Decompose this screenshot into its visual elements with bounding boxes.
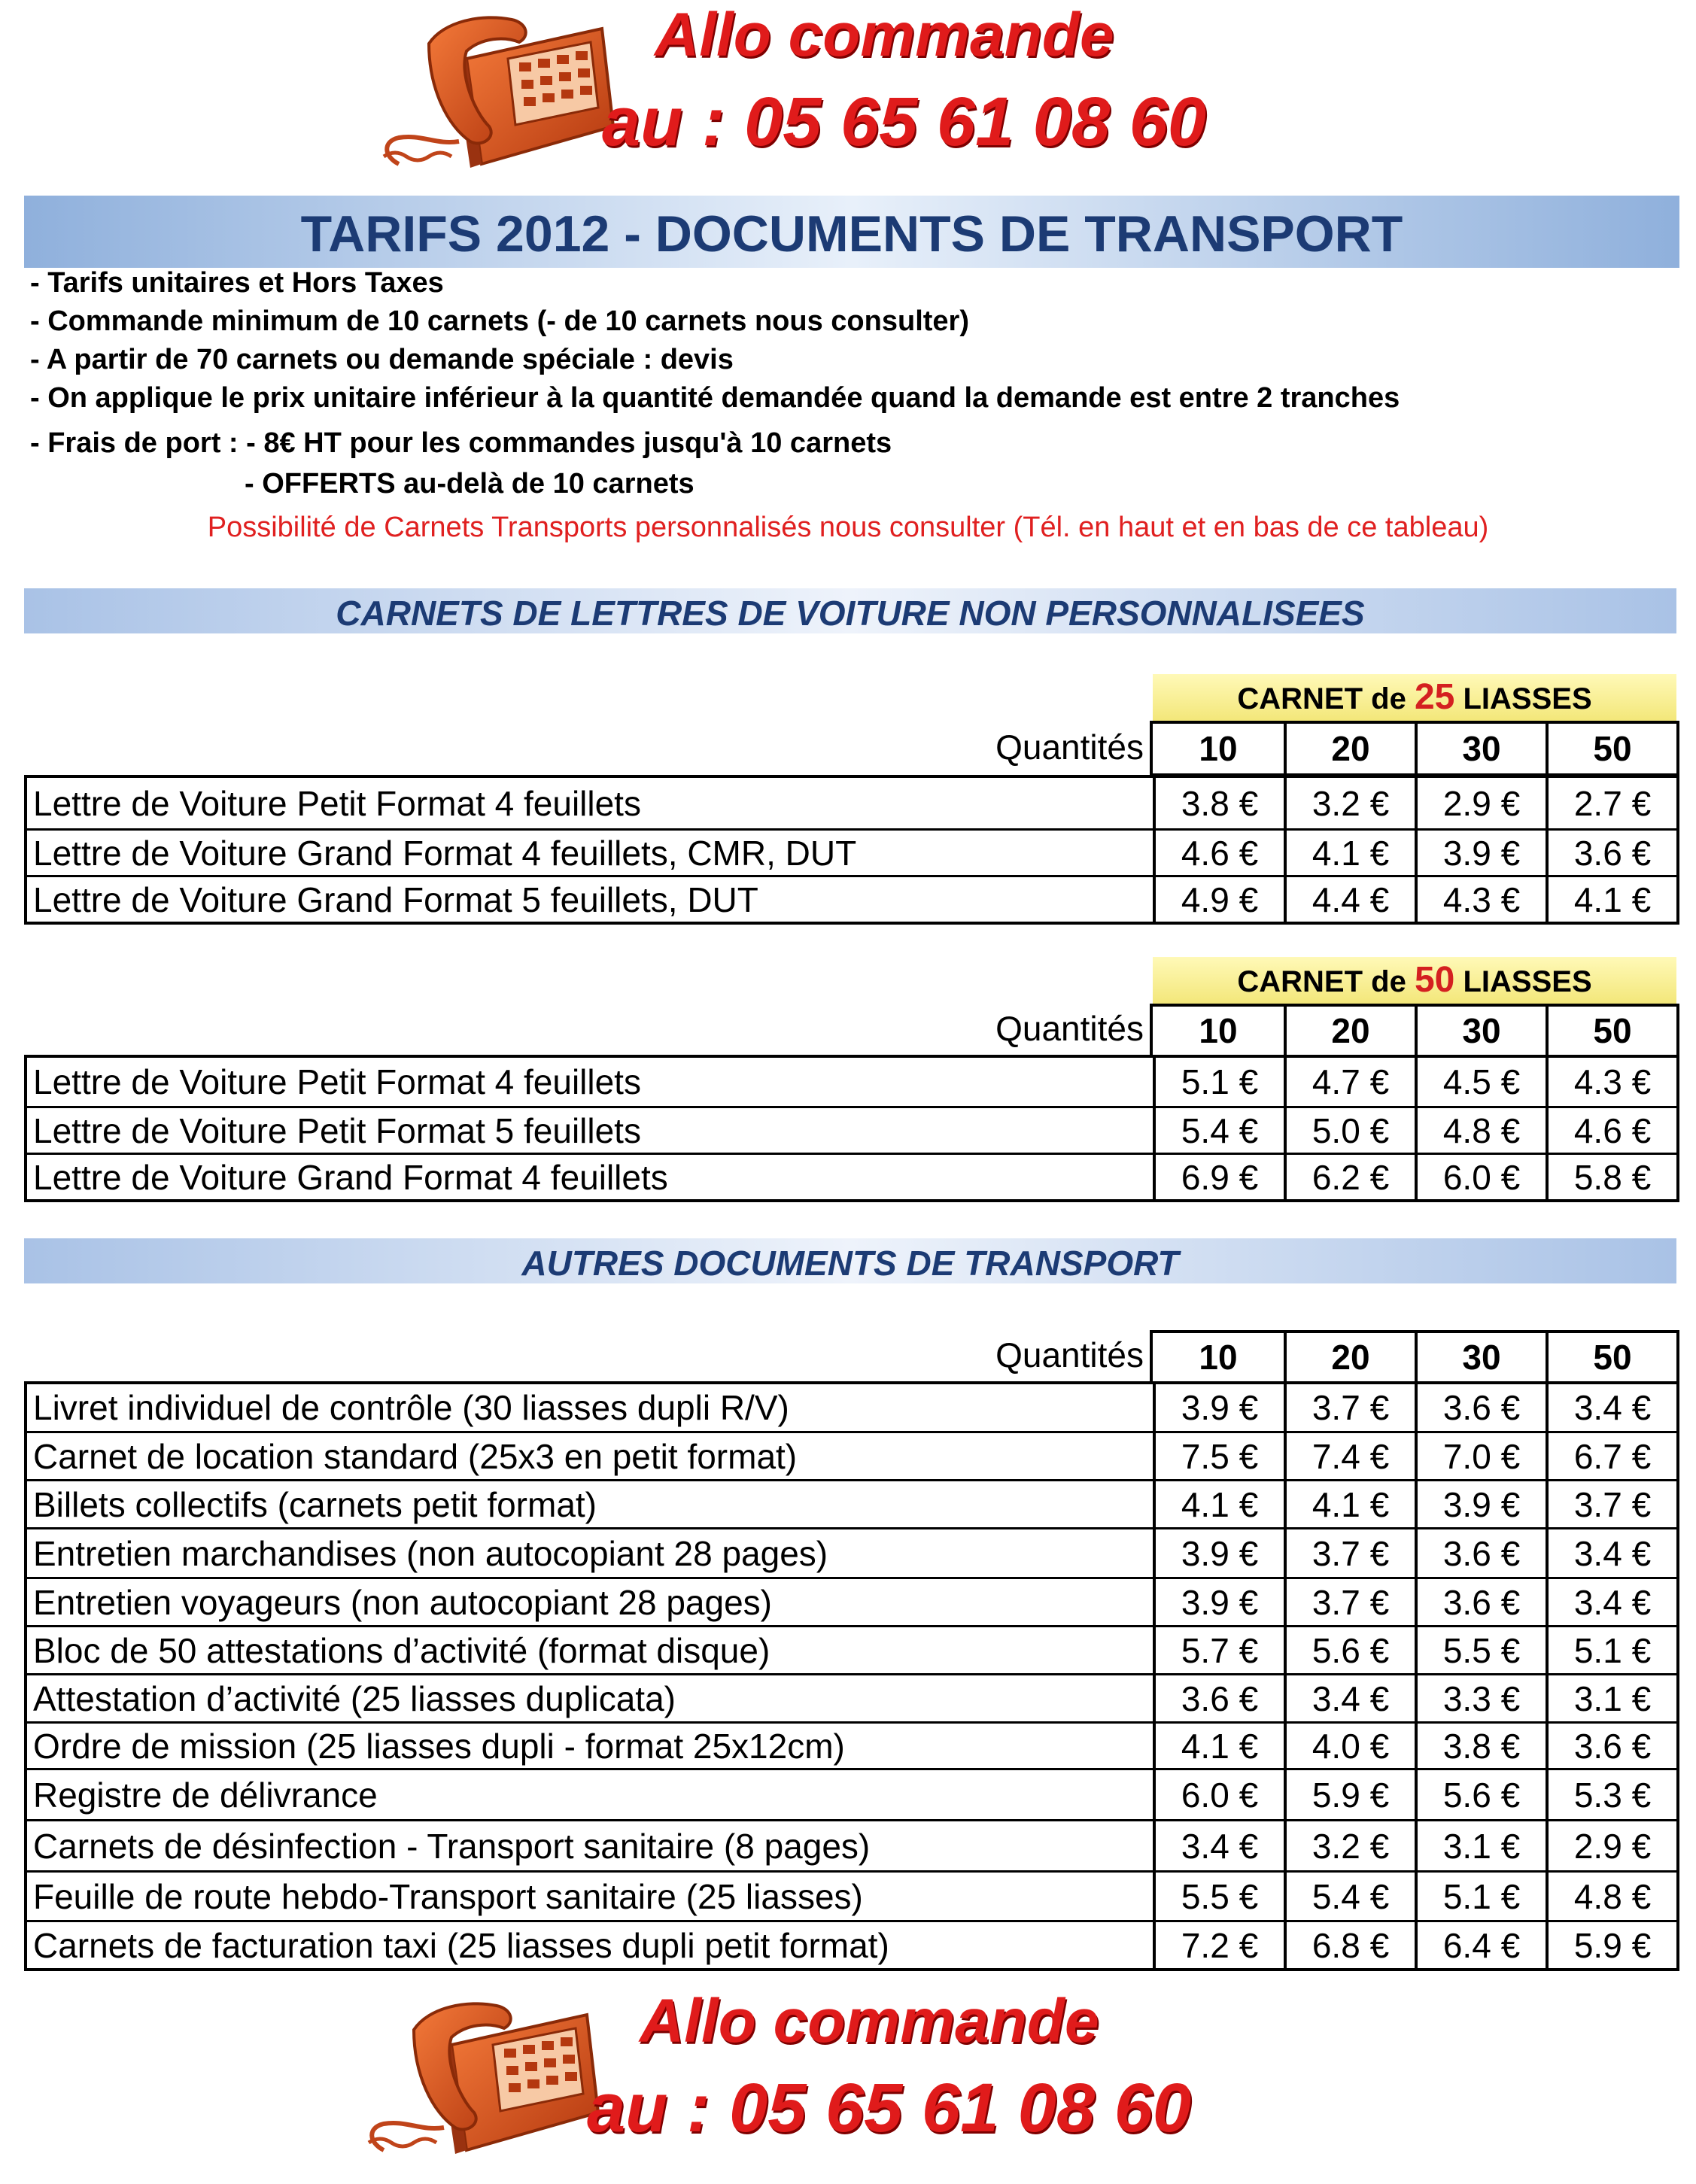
row-label: Attestation d’activité (25 liasses duplicata) [33,1678,676,1718]
qty-50: 50 [1546,724,1676,773]
price-20: 3.2 € [1284,1821,1415,1870]
price-10: 4.1 € [1153,1481,1284,1527]
price-10: 3.9 € [1153,1529,1284,1577]
telephone-icon [361,2000,602,2165]
price-50: 5.9 € [1546,1922,1676,1968]
price-50: 6.7 € [1546,1433,1676,1479]
quantities-header [1150,721,1679,776]
qty-30: 30 [1415,1333,1546,1381]
price-20: 4.1 € [1284,1481,1415,1527]
row-label: Lettre de Voiture Petit Format 4 feuillets [33,1062,641,1101]
row-label: Lettre de Voiture Petit Format 5 feuillets [33,1110,641,1150]
price-10: 3.8 € [1153,778,1284,828]
price-20: 3.7 € [1284,1384,1415,1431]
price-20: 4.1 € [1284,831,1415,875]
row-label: Billets collectifs (carnets petit format) [33,1484,597,1524]
price-20: 6.2 € [1284,1155,1415,1199]
carnet-25-header [1153,674,1676,721]
price-20: 5.6 € [1284,1627,1415,1673]
price-20: 3.7 € [1284,1529,1415,1577]
carnet-prefix: CARNET de [1237,965,1406,998]
bottom-order-banner [346,1986,1249,2174]
title-bar [24,196,1679,268]
price-30: 3.8 € [1415,1724,1546,1768]
banner-phone-number: au : 05 65 61 08 60 [602,84,1207,160]
price-10: 5.7 € [1153,1627,1284,1673]
price-30: 3.6 € [1415,1529,1546,1577]
price-20: 4.4 € [1284,877,1415,922]
telephone-icon [376,14,617,179]
price-10: 3.4 € [1153,1821,1284,1870]
price-30: 5.6 € [1415,1770,1546,1819]
carnet-suffix: LIASSES [1463,965,1592,998]
table-row [27,1577,1676,1625]
price-20: 4.0 € [1284,1724,1415,1768]
price-table-50 [24,1055,1679,1202]
row-label: Lettre de Voiture Grand Format 4 feuillets, CMR, DUT [33,833,857,873]
banner-line1: Allo commande [640,1987,1099,2055]
row-label: Carnet de location standard (25x3 en petit format) [33,1436,798,1476]
table-row [27,1870,1676,1920]
carnet-50-header [1153,957,1676,1004]
price-10: 6.9 € [1153,1155,1284,1199]
price-30: 4.3 € [1415,877,1546,922]
row-label: Bloc de 50 attestations d’activité (format disque) [33,1630,770,1670]
price-30: 3.9 € [1415,1481,1546,1527]
price-50: 4.8 € [1546,1873,1676,1920]
carnet-suffix: LIASSES [1463,682,1592,715]
quantities-label: Quantités [995,727,1144,767]
qty-50: 50 [1546,1007,1676,1055]
section2-heading: AUTRES DOCUMENTS DE TRANSPORT [521,1244,1179,1283]
price-20: 5.9 € [1284,1770,1415,1819]
row-label: Registre de délivrance [33,1775,378,1815]
price-50: 4.6 € [1546,1108,1676,1153]
price-30: 2.9 € [1415,778,1546,828]
qty-20: 20 [1284,1007,1415,1055]
quantities-label: Quantités [995,1009,1144,1048]
section1-heading: CARNETS DE LETTRES DE VOITURE NON PERSONNALISEES [336,594,1365,633]
table-row [27,828,1676,875]
price-10: 5.1 € [1153,1058,1284,1106]
price-20: 4.7 € [1284,1058,1415,1106]
price-50: 4.1 € [1546,877,1676,922]
table-row [27,1153,1676,1199]
banner-phone-number: au : 05 65 61 08 60 [587,2070,1192,2146]
price-50: 3.4 € [1546,1579,1676,1625]
qty-20: 20 [1284,724,1415,773]
qty-10: 10 [1199,729,1238,768]
section1-bar [24,588,1676,633]
price-10: 7.5 € [1153,1433,1284,1479]
top-order-banner [361,0,1264,188]
custom-carnets-note: Possibilité de Carnets Transports personnalisés nous consulter (Tél. en haut et en bas de ce tableau) [207,512,1489,543]
price-table-25 [24,775,1679,925]
price-50: 2.7 € [1546,778,1676,828]
price-50: 5.3 € [1546,1770,1676,1819]
table-row [27,1431,1676,1479]
table-row [27,1527,1676,1577]
table-row [27,778,1676,828]
table-row [27,875,1676,922]
price-20: 6.8 € [1284,1922,1415,1968]
price-50: 3.7 € [1546,1481,1676,1527]
carnet-count: 25 [1414,677,1455,717]
price-50: 3.6 € [1546,831,1676,875]
qty-30: 30 [1415,1007,1546,1055]
price-50: 5.8 € [1546,1155,1676,1199]
note-5: - Frais de port : - 8€ HT pour les commandes jusqu'à 10 carnets [30,427,892,459]
table-row [27,1384,1676,1431]
price-30: 3.6 € [1415,1384,1546,1431]
table-row [27,1479,1676,1527]
carnet-prefix: CARNET de [1237,682,1406,715]
quantities-label: Quantités [995,1335,1144,1374]
row-label: Carnets de facturation taxi (25 liasses dupli petit format) [33,1925,889,1965]
quantities-header [1150,1330,1679,1384]
price-10: 3.6 € [1153,1675,1284,1721]
price-20: 5.0 € [1284,1108,1415,1153]
price-30: 3.9 € [1415,831,1546,875]
price-20: 3.4 € [1284,1675,1415,1721]
note-3: - A partir de 70 carnets ou demande spéciale : devis [30,344,734,375]
page-title: TARIFS 2012 - DOCUMENTS DE TRANSPORT [300,205,1403,263]
table-row [27,1721,1676,1768]
price-20: 5.4 € [1284,1873,1415,1920]
qty-10: 10 [1199,1011,1238,1050]
row-label: Lettre de Voiture Petit Format 4 feuillets [33,783,641,823]
price-30: 4.8 € [1415,1108,1546,1153]
table-row [27,1819,1676,1870]
price-10: 5.5 € [1153,1873,1284,1920]
price-50: 3.6 € [1546,1724,1676,1768]
row-label: Entretien marchandises (non autocopiant 28 pages) [33,1533,828,1573]
price-50: 3.4 € [1546,1384,1676,1431]
row-label: Feuille de route hebdo-Transport sanitaire (25 liasses) [33,1876,863,1916]
price-30: 6.4 € [1415,1922,1546,1968]
price-10: 3.9 € [1153,1579,1284,1625]
table-row [27,1768,1676,1819]
price-50: 3.4 € [1546,1529,1676,1577]
row-label: Entretien voyageurs (non autocopiant 28 pages) [33,1582,772,1622]
qty-10: 10 [1199,1338,1238,1377]
price-30: 6.0 € [1415,1155,1546,1199]
price-30: 5.1 € [1415,1873,1546,1920]
price-30: 3.1 € [1415,1821,1546,1870]
table-row [27,1673,1676,1721]
row-label: Lettre de Voiture Grand Format 5 feuillets, DUT [33,879,758,919]
price-50: 2.9 € [1546,1821,1676,1870]
qty-50: 50 [1546,1333,1676,1381]
price-30: 4.5 € [1415,1058,1546,1106]
price-table-other [24,1381,1679,1971]
note-6: - OFFERTS au-delà de 10 carnets [245,468,695,500]
section2-bar [24,1238,1676,1283]
price-20: 3.2 € [1284,778,1415,828]
banner-line1: Allo commande [655,1,1114,69]
price-50: 5.1 € [1546,1627,1676,1673]
price-10: 5.4 € [1153,1108,1284,1153]
price-50: 4.3 € [1546,1058,1676,1106]
price-30: 3.6 € [1415,1579,1546,1625]
table-row [27,1106,1676,1153]
qty-30: 30 [1415,724,1546,773]
price-20: 7.4 € [1284,1433,1415,1479]
price-10: 3.9 € [1153,1384,1284,1431]
note-2: - Commande minimum de 10 carnets (- de 10 carnets nous consulter) [30,305,969,337]
price-20: 3.7 € [1284,1579,1415,1625]
row-label: Lettre de Voiture Grand Format 4 feuillets [33,1157,668,1197]
table-row [27,1920,1676,1968]
row-label: Ordre de mission (25 liasses dupli - format 25x12cm) [33,1726,845,1766]
table-row [27,1058,1676,1106]
price-30: 3.3 € [1415,1675,1546,1721]
row-label: Carnets de désinfection - Transport sanitaire (8 pages) [33,1826,871,1866]
price-30: 7.0 € [1415,1433,1546,1479]
qty-20: 20 [1284,1333,1415,1381]
price-50: 3.1 € [1546,1675,1676,1721]
note-4: - On applique le prix unitaire inférieur à la quantité demandée quand la demande est entre 2 tranches [30,382,1400,414]
price-10: 4.9 € [1153,877,1284,922]
price-30: 5.5 € [1415,1627,1546,1673]
quantities-header [1150,1004,1679,1058]
carnet-count: 50 [1414,960,1455,1000]
row-label: Livret individuel de contrôle (30 liasses dupli R/V) [33,1388,789,1427]
price-10: 6.0 € [1153,1770,1284,1819]
price-10: 4.6 € [1153,831,1284,875]
price-10: 4.1 € [1153,1724,1284,1768]
note-1: - Tarifs unitaires et Hors Taxes [30,267,444,299]
table-row [27,1625,1676,1673]
price-10: 7.2 € [1153,1922,1284,1968]
